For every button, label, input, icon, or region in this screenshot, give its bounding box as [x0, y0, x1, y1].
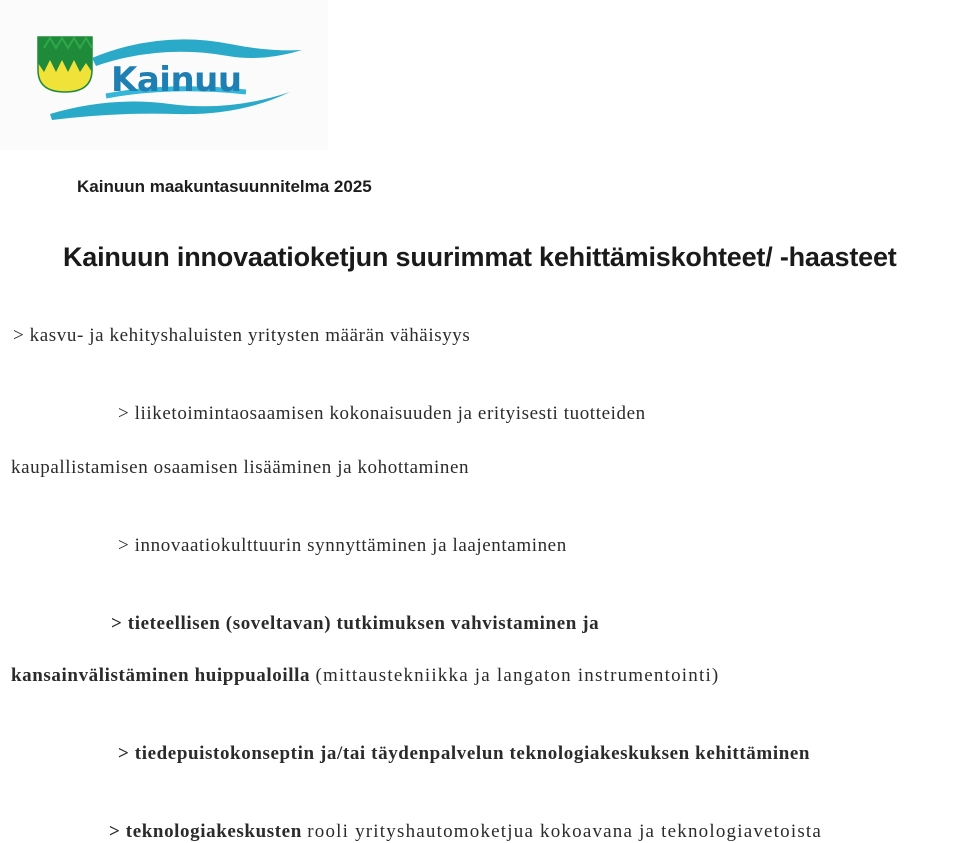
bullet-line-6-bold: > teknologiakeskusten — [109, 821, 302, 842]
kainuu-logo — [0, 0, 328, 150]
bullet-line-1: > kasvu- ja kehityshaluisten yritysten määrän vähäisyys — [13, 325, 471, 346]
document-subtitle: Kainuun maakuntasuunnitelma 2025 — [77, 177, 372, 196]
continuation-line-4-bold: kansainvälistäminen huippualoilla — [11, 665, 311, 686]
bullet-line-4: > tieteellisen (soveltavan) tutkimuksen vahvistaminen ja — [111, 613, 600, 634]
bullet-line-6 — [109, 821, 822, 843]
continuation-line-4 — [11, 665, 719, 687]
bullet-line-6-light: rooli yrityshautomoketjua kokoavana ja teknologiavetoista — [307, 821, 823, 842]
bullet-line-3: > innovaatiokulttuurin synnyttäminen ja laajentaminen — [118, 535, 567, 556]
continuation-line-4-light: (mittaustekniikka ja langaton instrumentointi) — [315, 665, 720, 686]
continuation-line-2: kaupallistamisen osaamisen lisääminen ja kohottaminen — [11, 457, 470, 478]
bullet-line-5: > tiedepuistokonseptin ja/tai täydenpalvelun teknologiakeskuksen kehittäminen — [118, 743, 811, 764]
bullet-line-2: > liiketoimintaosaamisen kokonaisuuden ja erityisesti tuotteiden — [118, 403, 646, 424]
document-heading: Kainuun innovaatioketjun suurimmat kehittämiskohteet/ -haasteet — [63, 242, 897, 272]
logo-wordmark: Kainuu — [111, 60, 242, 100]
